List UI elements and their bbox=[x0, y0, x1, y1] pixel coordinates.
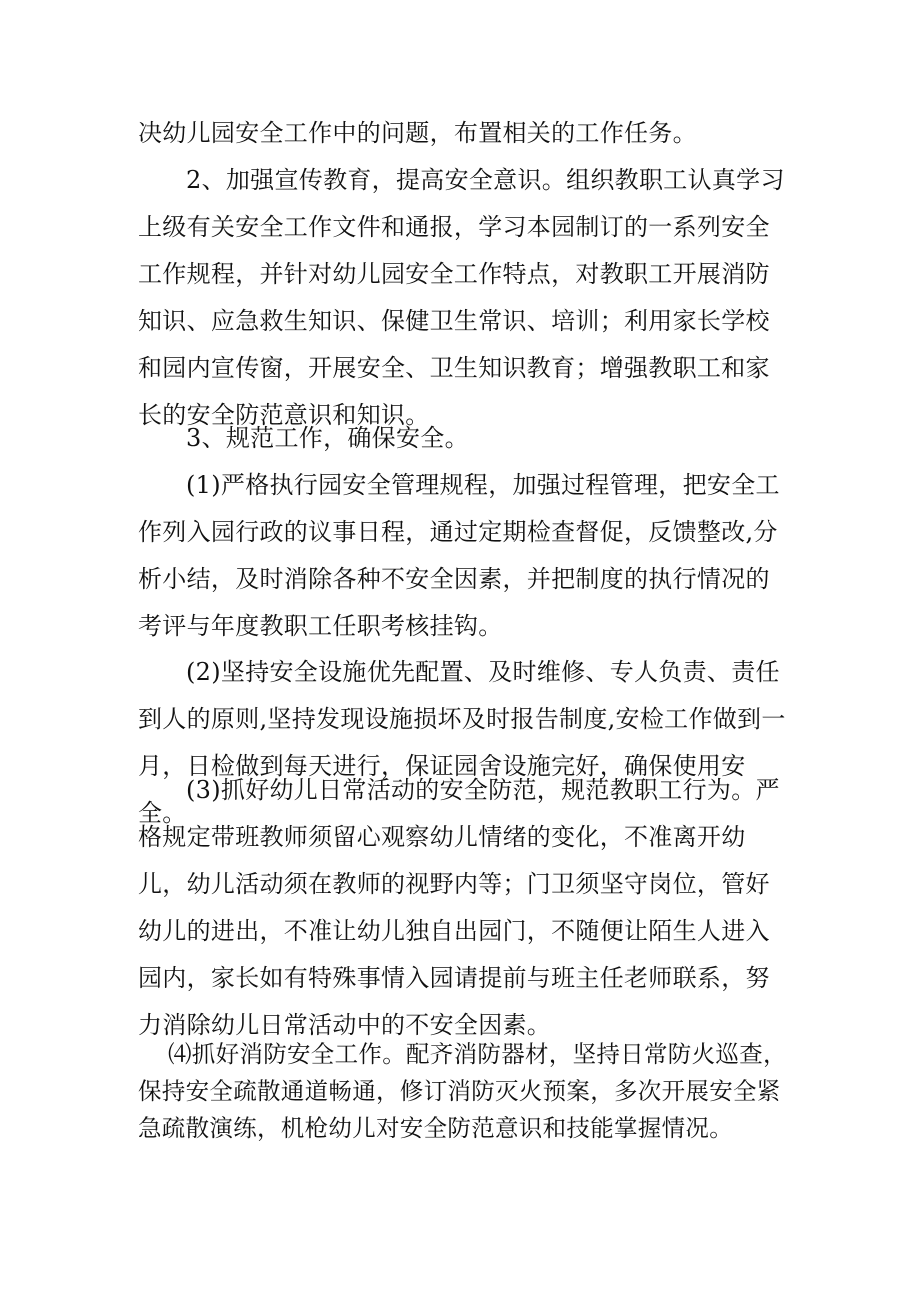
paragraph-sub-item-4: ⑷抓好消防安全工作。配齐消防器材，坚持日常防火巡查，保持安全疏散通道畅通，修订消防灭火预案，多次开展安全紧急疏散演练，机枪幼儿对安全防范意识和技能掌握情况。 bbox=[138, 1040, 787, 1142]
paragraph-sub-item-1: (1)严格执行园安全管理规程，加强过程管理，把安全工作列入园行政的议事日程，通过定期检查督促，反馈整改,分析小结，及时消除各种不安全因素，并把制度的执行情况的考评与年度教职工任职考核挂钩。 bbox=[138, 471, 780, 640]
paragraph-sub-item-2: (2)坚持安全设施优先配置、及时维修、专人负责、责任到人的原则,坚持发现设施损坏及时报告制度,安检工作做到一月，日检做到每天进行，保证园舍设施完好，确保使用安全。 bbox=[138, 658, 786, 827]
paragraph-sub-item-3: (3)抓好幼儿日常活动的安全防范，规范教职工行为。严格规定带班教师须留心观察幼儿情绪的变化，不准离开幼儿，幼儿活动须在教师的视野内等；门卫须坚守岗位，管好幼儿的进出，不准让幼儿独自出园门，不随便让陌生人进入园内，家长如有特殊事情入园请提前与班主任老师联系，努力消除幼儿日常活动中的不安全因素。 bbox=[138, 776, 780, 1039]
paragraph-continuation: 决幼儿园安全工作中的问题，布置相关的工作任务。 bbox=[138, 119, 697, 147]
paragraph-item-3: 3、规范工作，确保安全。 bbox=[186, 424, 469, 452]
paragraph-item-2: 2、加强宣传教育，提高安全意识。组织教职工认真学习上级有关安全工作文件和通报，学习本园制订的一系列安全工作规程，并针对幼儿园安全工作特点，对教职工开展消防知识、应急救生知识、保健卫生常识、培训；利用家长学校和园内宣传窗，开展安全、卫生知识教育；增强教职工和家长的安全防范意识和知识。 bbox=[138, 166, 785, 429]
